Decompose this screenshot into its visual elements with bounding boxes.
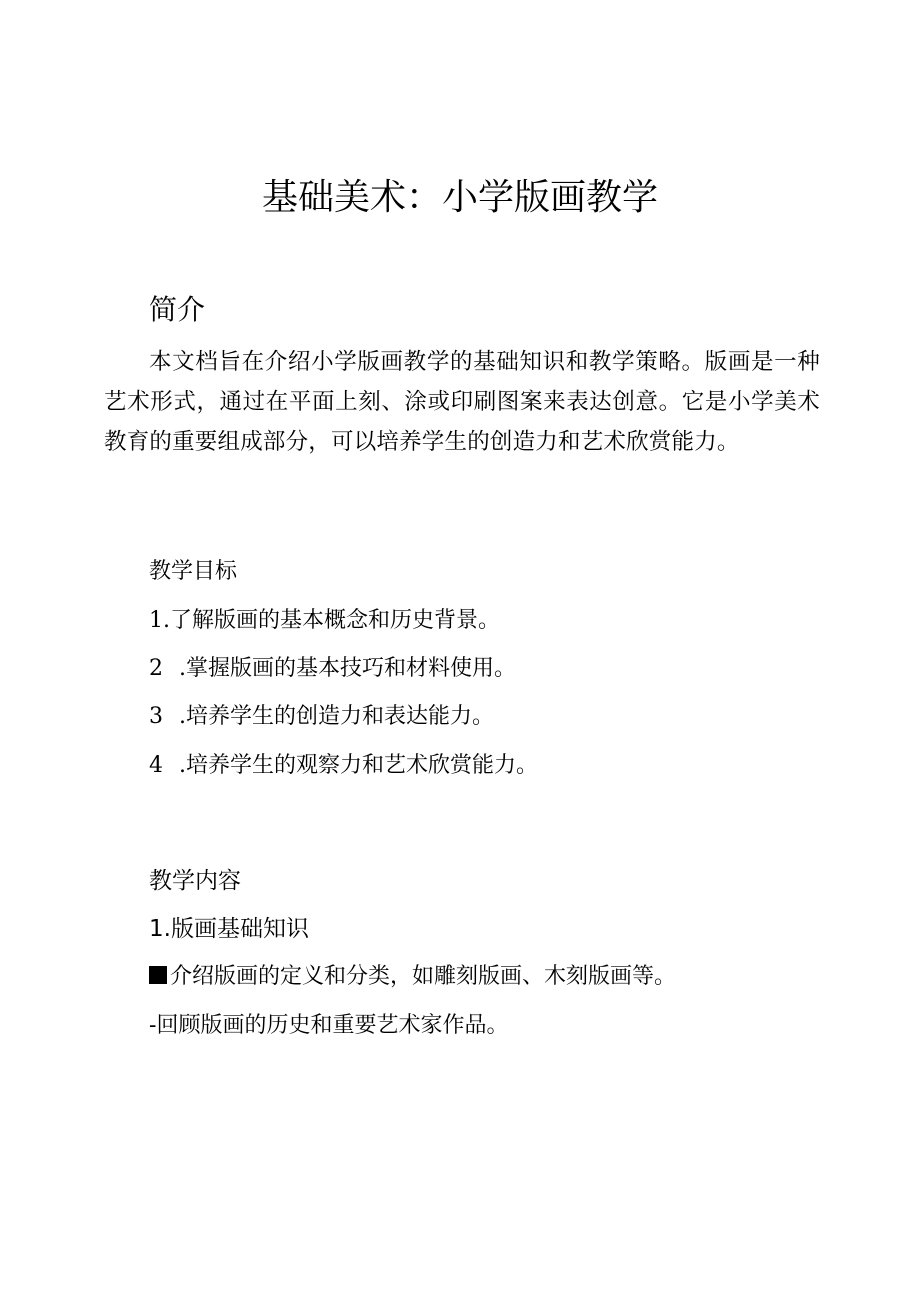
list-item bbox=[149, 961, 676, 993]
goal-item bbox=[149, 750, 538, 782]
goal-text: 了解版画的基本概念和历史背景。 bbox=[170, 608, 501, 633]
content-subheading: 1.版画基础知识 bbox=[149, 916, 309, 942]
list-item-text: 回顾版画的历史和重要艺术家作品。 bbox=[156, 1013, 509, 1038]
content-heading: 教学内容 bbox=[149, 868, 241, 894]
goal-number: 3 bbox=[149, 704, 163, 729]
intro-paragraph: 本文档旨在介绍小学版画教学的基础知识和教学策略。版画是一种艺术形式，通过在平面上刻、涂或印刷图案来表达创意。它是小学美术教育的重要组成部分，可以培养学生的创造力和艺术欣赏能力。 bbox=[104, 349, 820, 455]
goals-heading: 教学目标 bbox=[149, 559, 238, 584]
goal-number: 4 bbox=[149, 753, 163, 778]
goal-number: 1. bbox=[149, 608, 170, 633]
goal-item bbox=[149, 605, 500, 637]
square-bullet-icon bbox=[149, 966, 167, 984]
goal-text: .掌握版画的基本技巧和材料使用。 bbox=[179, 656, 516, 681]
goal-text: .培养学生的观察力和艺术欣赏能力。 bbox=[179, 753, 538, 778]
dash-bullet: - bbox=[149, 1013, 157, 1038]
goal-text: .培养学生的创造力和表达能力。 bbox=[179, 704, 494, 729]
goal-item bbox=[149, 701, 494, 733]
goal-item bbox=[149, 653, 516, 685]
goal-number: 2 bbox=[149, 656, 163, 681]
list-item bbox=[149, 1010, 508, 1042]
document-title: 基础美术：小学版画教学 bbox=[261, 177, 658, 218]
intro-heading: 简介 bbox=[149, 293, 206, 326]
list-item-text: 介绍版画的定义和分类，如雕刻版画、木刻版画等。 bbox=[170, 964, 677, 989]
